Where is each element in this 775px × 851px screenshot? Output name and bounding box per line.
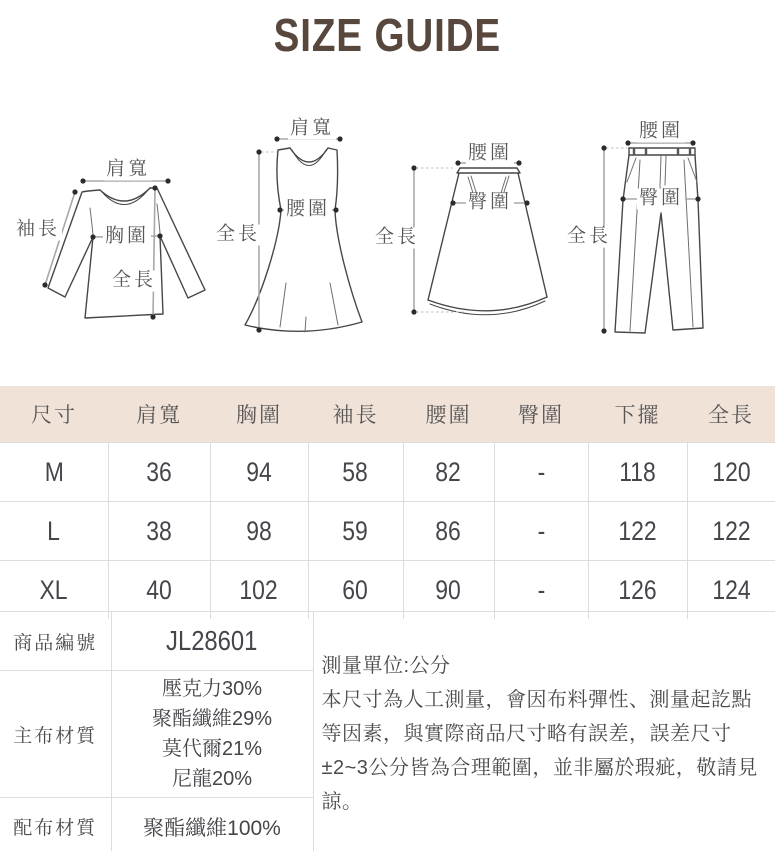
size-row-label: XL [0,561,108,620]
size-row-label: L [0,502,108,561]
measurement-unit-line: 測量單位:公分 [321,654,451,677]
shirt-shoulder-width-label: 肩寬 [105,158,151,180]
size-table [0,386,775,619]
size-value-cell: 36 [108,443,210,502]
product-code-row [0,612,775,671]
skirt-full-length-label: 全長 [374,226,420,248]
measurement-disclaimer: 本尺寸為人工測量，會因布料彈性、測量起訖點等因素，與實際商品尺寸略有誤差，誤差尺寸±2~3公分皆為合理範圍，並非屬於瑕疵，敬請見諒。 [321,688,758,813]
col-header-size: 尺寸 [0,386,108,443]
size-row-l [0,502,775,561]
skirt-waist-label: 腰圍 [467,142,513,164]
trim-fabric-label: 配布材質 [0,798,111,851]
trim-fabric-value: 聚酯纖維100% [111,798,313,851]
page-title [0,8,775,62]
dress-shoulder-width-label: 肩寬 [289,117,335,139]
size-value-cell: 122 [588,502,687,561]
size-value-cell: 59 [308,502,403,561]
pants-waist-label: 腰圍 [638,120,684,142]
shirt-sleeve-length-label: 袖長 [15,218,61,240]
size-value-cell: 120 [687,443,775,502]
size-value-cell: - [494,502,588,561]
main-fabric-label: 主布材質 [0,671,111,798]
size-value-cell: - [494,443,588,502]
col-header-waist: 腰圍 [403,386,494,443]
size-value-cell: 82 [403,443,494,502]
pants-hip-label: 臀圍 [638,187,684,209]
size-table-header-row [0,386,775,443]
col-header-sleeve: 袖長 [308,386,403,443]
shirt-bust-label: 胸圍 [104,225,150,247]
pants-full-length-label: 全長 [566,225,612,247]
garment-diagrams [0,100,775,352]
measurement-note [313,612,775,851]
shirt-full-length-label: 全長 [111,269,157,291]
page-title-text: SIZE GUIDE [273,9,502,61]
size-value-cell: 40 [108,561,210,620]
product-code-label: 商品編號 [0,612,111,671]
col-header-shoulder: 肩寬 [108,386,210,443]
size-value-cell: 124 [687,561,775,620]
skirt-hip-label: 臀圍 [467,191,513,213]
size-value-cell: 90 [403,561,494,620]
size-value-cell: 60 [308,561,403,620]
size-value-cell: 102 [210,561,308,620]
size-value-cell: 118 [588,443,687,502]
size-value-cell: 122 [687,502,775,561]
dress-full-length-label: 全長 [215,223,261,245]
size-value-cell: - [494,561,588,620]
col-header-hem: 下擺 [588,386,687,443]
col-header-hip: 臀圍 [494,386,588,443]
size-value-cell: 126 [588,561,687,620]
size-value-cell: 98 [210,502,308,561]
product-info-table [0,611,775,851]
size-row-label: M [0,443,108,502]
dress-waist-label: 腰圍 [285,198,331,220]
size-row-m [0,443,775,502]
col-header-bust: 胸圍 [210,386,308,443]
main-fabric-value: 壓克力30% 聚酯纖維29% 莫代爾21% 尼龍20% [111,671,313,798]
size-value-cell: 86 [403,502,494,561]
product-code-value: JL28601 [111,612,313,671]
col-header-length: 全長 [687,386,775,443]
size-value-cell: 38 [108,502,210,561]
size-value-cell: 58 [308,443,403,502]
size-value-cell: 94 [210,443,308,502]
